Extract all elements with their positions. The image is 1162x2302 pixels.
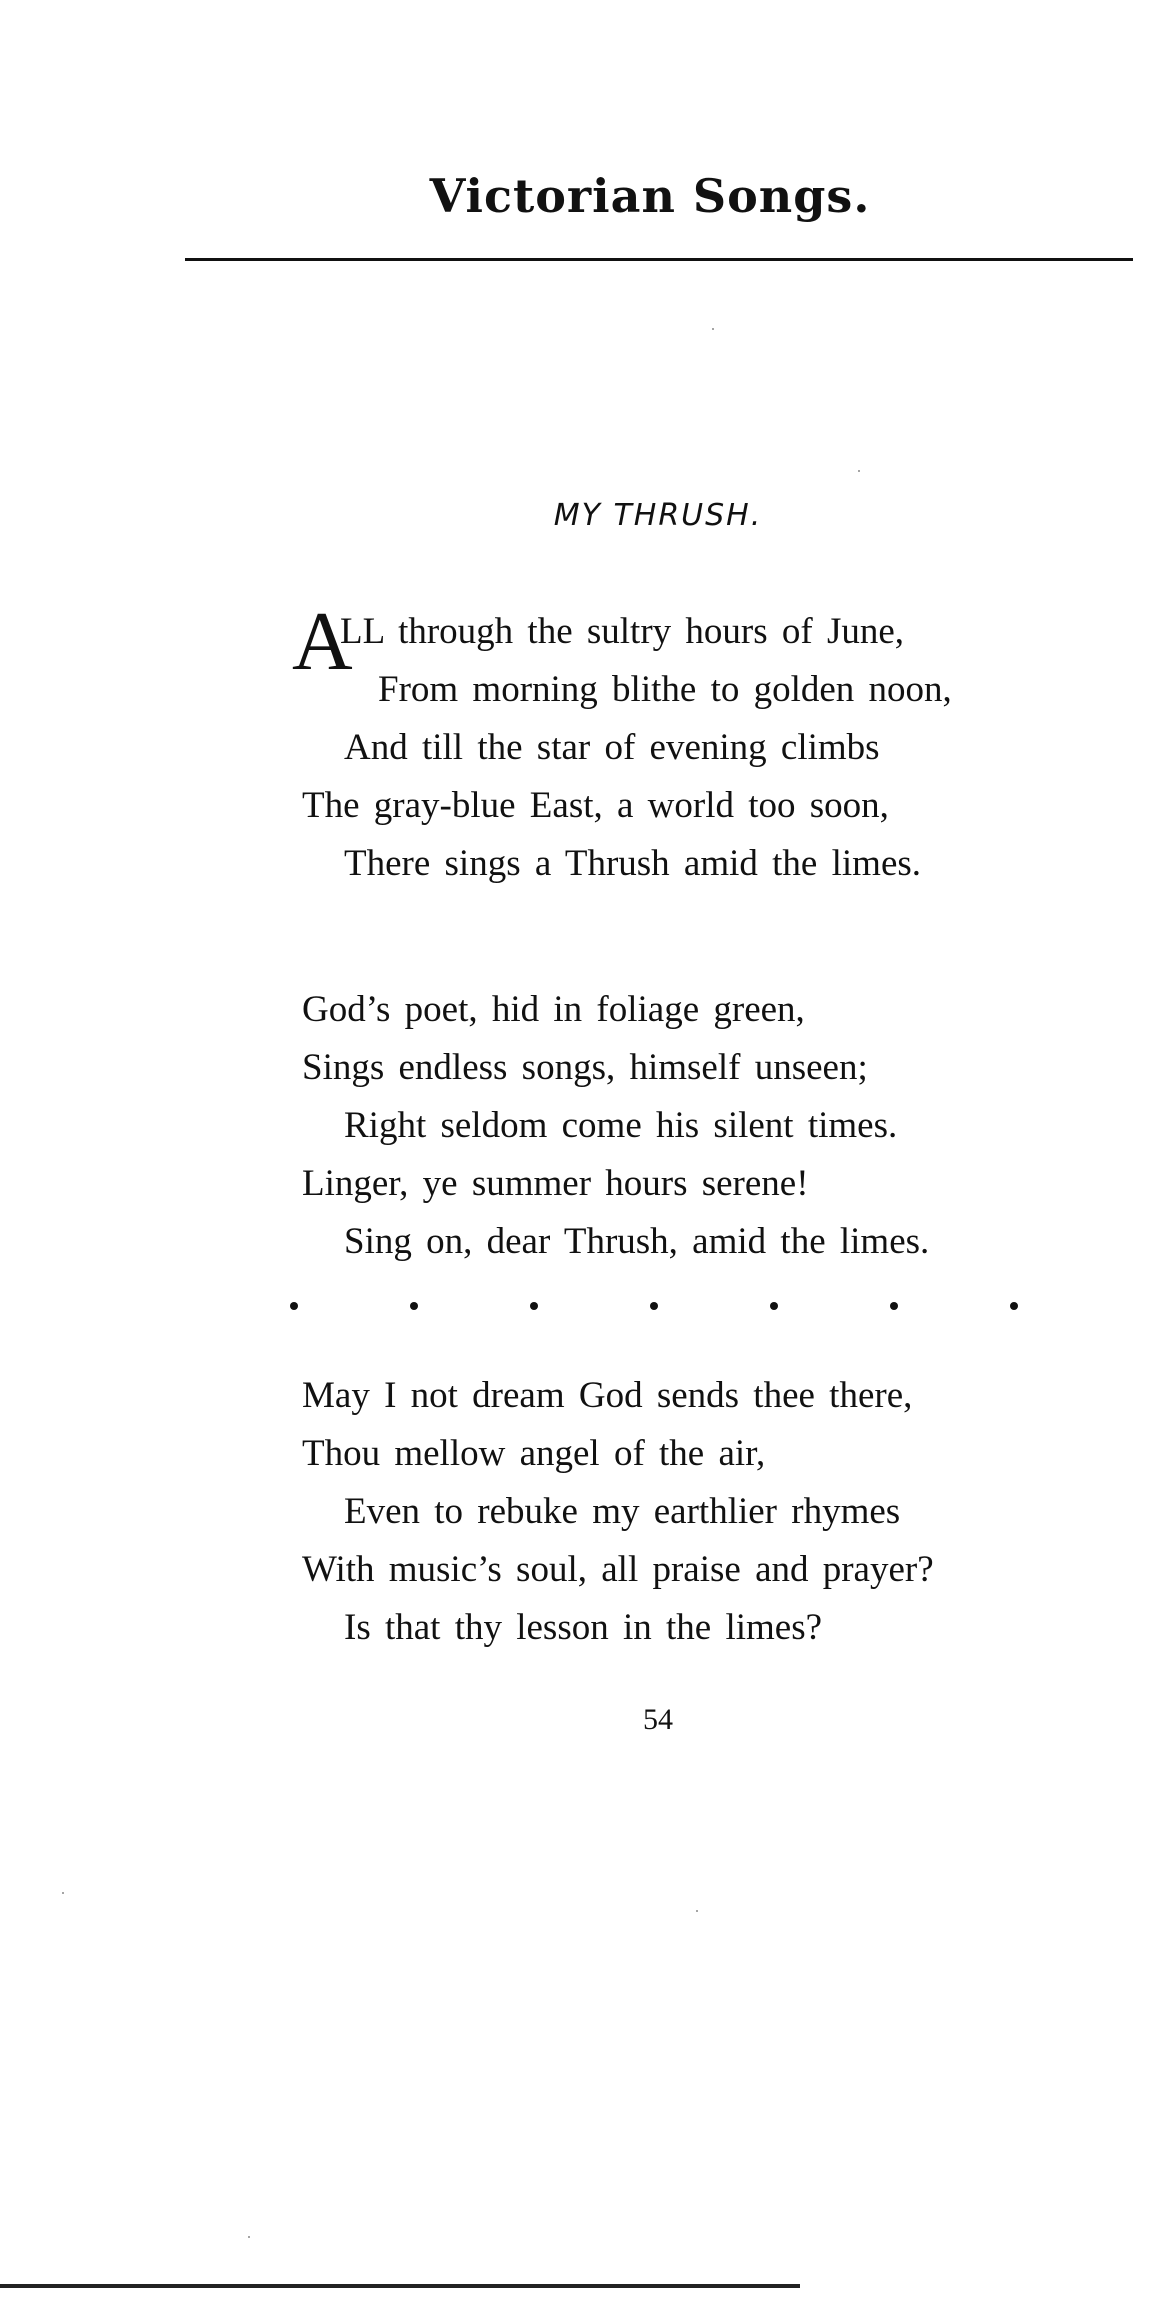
poem-line: Even to rebuke my earthlier rhymes [344, 1491, 901, 1532]
poem-line: Sings endless songs, himself unseen; [302, 1047, 868, 1088]
poem-line: God’s poet, hid in foliage green, [302, 989, 805, 1030]
poem-line: Linger, ye summer hours serene! [302, 1163, 809, 1204]
scan-speck [712, 328, 714, 330]
poem-line: Is that thy lesson in the limes? [344, 1607, 823, 1648]
omission-dot [650, 1302, 658, 1310]
scan-speck [248, 2236, 250, 2238]
omission-dot [290, 1302, 298, 1310]
scan-speck [62, 1892, 64, 1894]
omission-dots [290, 1296, 1020, 1316]
poem-line: Thou mellow angel of the air, [302, 1433, 766, 1474]
omission-dot [770, 1302, 778, 1310]
poem-line: May I not dream God sends thee there, [302, 1375, 913, 1416]
omission-dot [890, 1302, 898, 1310]
poem-line: The gray-blue East, a world too soon, [302, 785, 889, 826]
header-rule [185, 258, 1133, 261]
scan-speck [696, 1910, 698, 1912]
poem-line: With music’s soul, all praise and prayer? [302, 1549, 934, 1590]
drop-cap: A [292, 595, 353, 688]
poem-line: And till the star of evening climbs [344, 727, 880, 768]
poem-line: Right seldom come his silent times. [344, 1105, 898, 1146]
poem-line: From morning blithe to golden noon, [378, 669, 952, 710]
poem-line: There sings a Thrush amid the limes. [344, 843, 922, 884]
omission-dot [530, 1302, 538, 1310]
poem-line: LL through the sultry hours of June, [340, 611, 905, 652]
omission-dot [410, 1302, 418, 1310]
scan-speck [858, 470, 860, 472]
poem-title: MY THRUSH. [553, 498, 763, 533]
poem-line: Sing on, dear Thrush, amid the limes. [344, 1221, 930, 1262]
running-head-title: Victorian Songs. [429, 169, 871, 223]
page-number: 54 [643, 1703, 673, 1736]
omission-dot [1010, 1302, 1018, 1310]
bottom-edge-rule [0, 2284, 800, 2288]
